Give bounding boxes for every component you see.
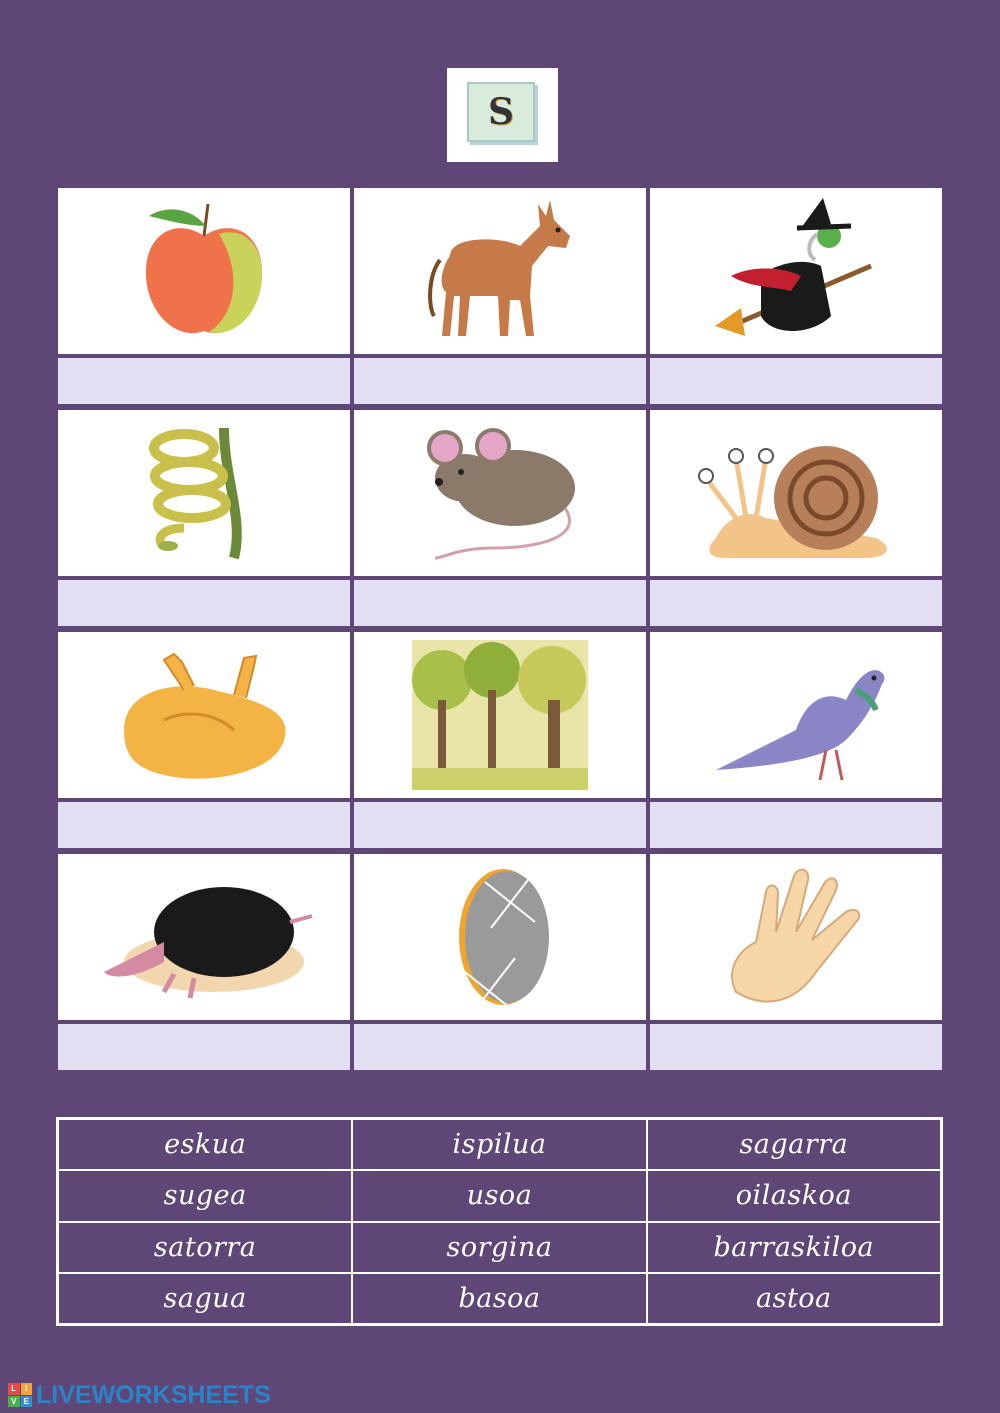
picture-grid bbox=[58, 188, 942, 1074]
picture-mouse bbox=[354, 410, 646, 576]
letter-tile bbox=[447, 68, 558, 162]
word-cell: basoa bbox=[352, 1273, 646, 1324]
mouse-icon bbox=[415, 418, 585, 568]
picture-apple bbox=[58, 188, 350, 354]
word-cell: usoa bbox=[352, 1170, 646, 1221]
answer-box-5[interactable] bbox=[354, 580, 646, 626]
word-cell: ispilua bbox=[352, 1119, 646, 1170]
answer-box-8[interactable] bbox=[354, 802, 646, 848]
snake-icon bbox=[144, 418, 264, 568]
answer-box-2[interactable] bbox=[354, 358, 646, 404]
witch-icon bbox=[711, 196, 881, 346]
picture-donkey bbox=[354, 188, 646, 354]
word-bank-table bbox=[56, 1117, 943, 1326]
brand-name: LIVEWORKSHEETS bbox=[36, 1380, 271, 1409]
word-cell: barraskiloa bbox=[647, 1222, 941, 1273]
answer-box-9[interactable] bbox=[650, 802, 942, 848]
answer-box-3[interactable] bbox=[650, 358, 942, 404]
word-cell: eskua bbox=[58, 1119, 352, 1170]
footer-brand[interactable] bbox=[8, 1381, 271, 1409]
picture-mirror bbox=[354, 854, 646, 1020]
word-cell: satorra bbox=[58, 1222, 352, 1273]
answer-box-4[interactable] bbox=[58, 580, 350, 626]
hand-icon bbox=[716, 862, 876, 1012]
word-cell: sagua bbox=[58, 1273, 352, 1324]
answer-box-7[interactable] bbox=[58, 802, 350, 848]
picture-mole bbox=[58, 854, 350, 1020]
pigeon-icon bbox=[696, 640, 896, 790]
apple-icon bbox=[134, 196, 274, 346]
answer-box-1[interactable] bbox=[58, 358, 350, 404]
answer-box-11[interactable] bbox=[354, 1024, 646, 1070]
word-cell: oilaskoa bbox=[647, 1170, 941, 1221]
word-cell: astoa bbox=[647, 1273, 941, 1324]
snail-icon bbox=[686, 418, 906, 568]
answer-box-10[interactable] bbox=[58, 1024, 350, 1070]
mole-icon bbox=[94, 862, 314, 1012]
letter-label: S bbox=[488, 91, 514, 133]
liveworksheets-logo-icon: L I V E bbox=[8, 1383, 32, 1407]
mirror-icon bbox=[435, 862, 565, 1012]
donkey-icon bbox=[420, 196, 580, 346]
picture-witch bbox=[650, 188, 942, 354]
word-cell: sorgina bbox=[352, 1222, 646, 1273]
letter-badge bbox=[467, 82, 535, 142]
answer-box-12[interactable] bbox=[650, 1024, 942, 1070]
chicken-icon bbox=[104, 640, 304, 790]
picture-snail bbox=[650, 410, 942, 576]
picture-chicken bbox=[58, 632, 350, 798]
forest-icon bbox=[412, 640, 588, 790]
picture-pigeon bbox=[650, 632, 942, 798]
picture-hand bbox=[650, 854, 942, 1020]
answer-box-6[interactable] bbox=[650, 580, 942, 626]
picture-snake bbox=[58, 410, 350, 576]
word-cell: sagarra bbox=[647, 1119, 941, 1170]
picture-forest bbox=[354, 632, 646, 798]
word-cell: sugea bbox=[58, 1170, 352, 1221]
